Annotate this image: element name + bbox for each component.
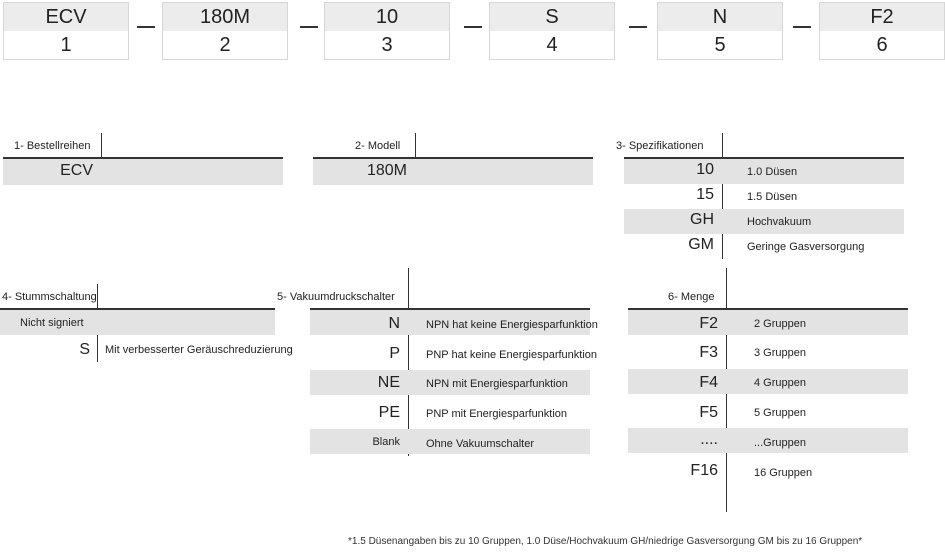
option-description: Hochvakuum — [747, 216, 812, 228]
option-code: S — [79, 341, 90, 358]
option-description: 16 Gruppen — [754, 467, 813, 479]
code-value: 180M — [163, 3, 287, 31]
option-description: Geringe Gasversorgung — [747, 241, 865, 253]
option-description: PNP mit Energiesparfunktion — [426, 408, 568, 420]
option-description: 3 Gruppen — [754, 347, 806, 359]
section-title: 6- Menge — [668, 291, 715, 303]
code-box-1 — [3, 2, 129, 60]
footnote: *1.5 Düsenangaben bis zu 10 Gruppen, 1.0 Düse/Hochvakuum GH/niedrige Gasversorgung GM bis zu 16 Gruppen* — [348, 536, 863, 547]
option-code: P — [389, 345, 400, 362]
section-title: 3- Spezifikationen — [616, 140, 704, 152]
option-code: N — [388, 315, 400, 332]
option-description: PNP hat keine Energiesparfunktion — [426, 349, 598, 361]
option-code: F2 — [699, 315, 718, 332]
separator-dash — [629, 26, 647, 28]
separator-dash — [464, 26, 482, 28]
option-code: GM — [688, 236, 714, 253]
column-divider — [408, 268, 409, 456]
section-title: 1- Bestellreihen — [14, 140, 91, 152]
column-divider — [722, 133, 723, 259]
option-description: 5 Gruppen — [754, 407, 806, 419]
code-index: 5 — [658, 31, 782, 59]
section-title: 2- Modell — [355, 140, 401, 152]
option-code: 10 — [696, 161, 714, 178]
option-description: Ohne Vakuumschalter — [426, 438, 535, 450]
option-description: 1.5 Düsen — [747, 191, 798, 203]
option-description: NPN hat keine Energiesparfunktion — [426, 319, 598, 331]
option-code: .... — [700, 431, 718, 448]
option-code: 180M — [366, 162, 407, 179]
option-code: F16 — [690, 462, 718, 479]
option-description: 2 Gruppen — [754, 318, 806, 330]
separator-dash — [793, 26, 811, 28]
option-code: GH — [690, 211, 714, 228]
option-code: Blank — [372, 436, 400, 448]
code-box-5 — [657, 2, 783, 60]
option-code: ECV — [60, 162, 93, 179]
option-description: NPN mit Energiesparfunktion — [426, 378, 568, 390]
separator-dash — [137, 26, 155, 28]
option-code: Nicht signiert — [20, 317, 84, 329]
option-code: F4 — [699, 374, 718, 391]
code-value: N — [658, 3, 782, 31]
option-description: 1.0 Düsen — [747, 166, 798, 178]
code-box-2 — [162, 2, 288, 60]
code-box-3 — [324, 2, 450, 60]
code-value: S — [490, 3, 614, 31]
separator-dash — [300, 26, 318, 28]
option-description: ...Gruppen — [754, 437, 806, 449]
option-code: F5 — [699, 404, 718, 421]
code-index: 2 — [163, 31, 287, 59]
option-code: 15 — [696, 186, 714, 203]
code-value: ECV — [4, 3, 128, 31]
code-box-6 — [819, 2, 945, 60]
code-index: 6 — [820, 31, 944, 59]
code-value: F2 — [820, 3, 944, 31]
option-code: F3 — [699, 344, 718, 361]
option-description: 4 Gruppen — [754, 377, 806, 389]
code-index: 4 — [490, 31, 614, 59]
code-value: 10 — [325, 3, 449, 31]
code-index: 1 — [4, 31, 128, 59]
section-title: 5- Vakuumdruckschalter — [277, 291, 395, 303]
option-description: Mit verbesserter Geräuschreduzierung — [105, 344, 293, 356]
code-box-4 — [489, 2, 615, 60]
option-code: PE — [378, 404, 400, 421]
code-index: 3 — [325, 31, 449, 59]
option-code: NE — [377, 374, 400, 391]
section-title: 4- Stummschaltung — [2, 291, 97, 303]
